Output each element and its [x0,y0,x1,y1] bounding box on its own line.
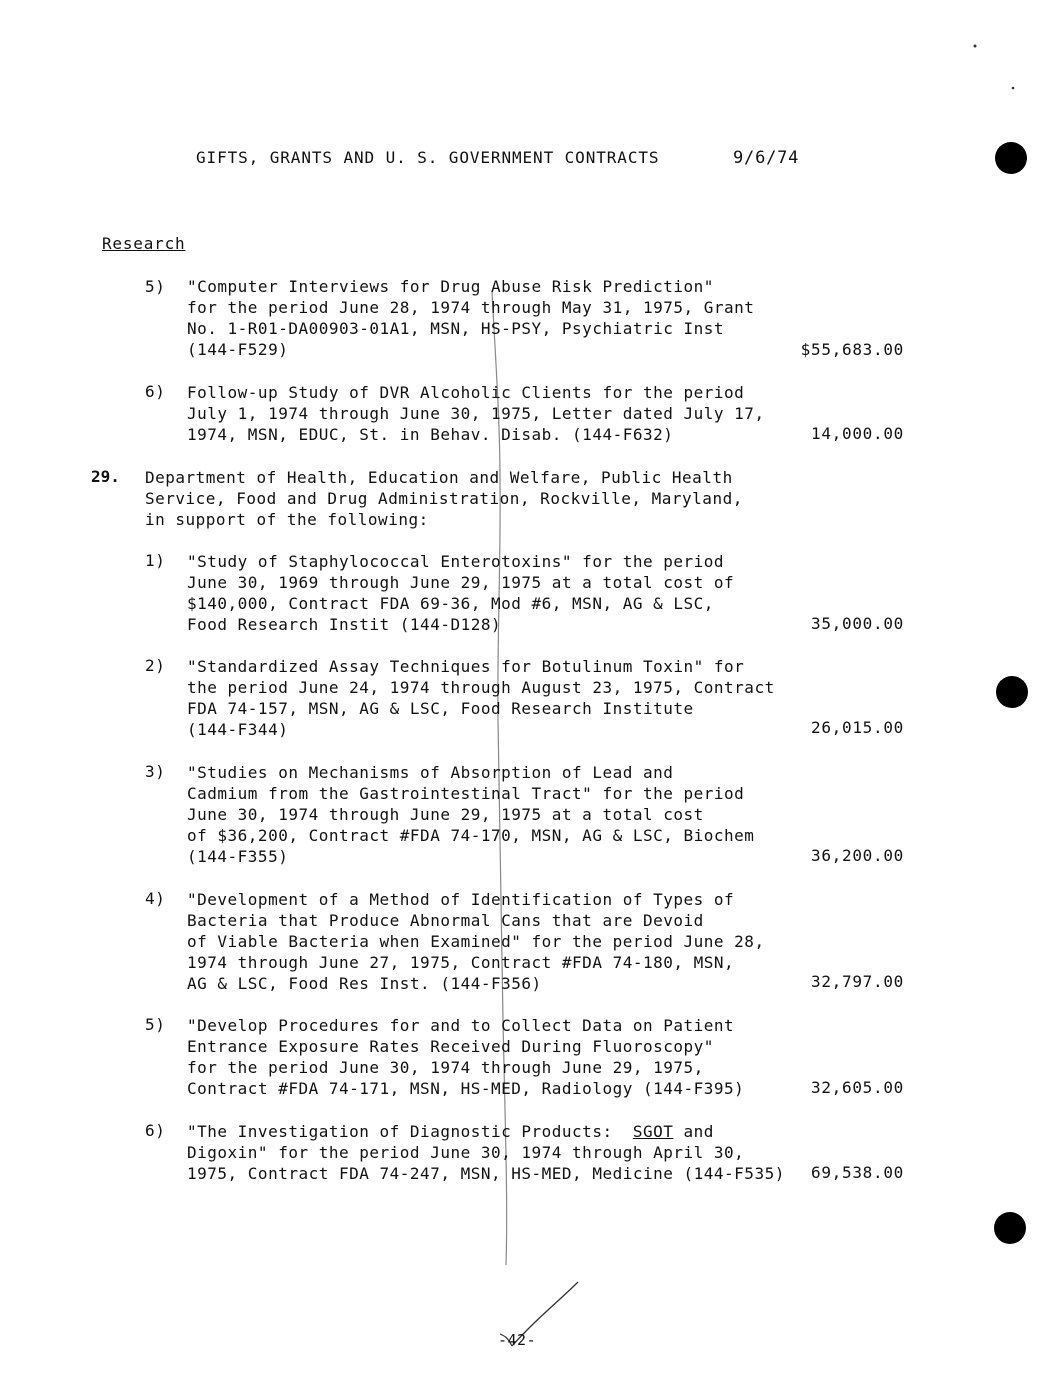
item-line: 1974, MSN, EDUC, St. in Behav. Disab. (144-F632) [187,425,674,444]
item-line: the period June 24, 1974 through August 23, 1975, Contract [187,678,775,697]
item-amount: 32,797.00 [811,972,904,991]
item-number: 4) [145,889,166,908]
item-description [187,889,807,994]
underlined-term: SGOT [632,1122,674,1141]
document-title: GIFTS, GRANTS AND U. S. GOVERNMENT CONTRACTS [196,148,660,167]
item-line: FDA 74-157, MSN, AG & LSC, Food Research Institute [187,699,694,718]
sponsor-number: 29. [91,467,120,486]
item-line: Cadmium from the Gastrointestinal Tract" for the period [187,784,745,803]
sponsor-line: Department of Health, Education and Welfare, Public Health [145,468,733,487]
sponsor-description [145,467,743,530]
document-date: 9/6/74 [733,148,800,168]
item-amount: 26,015.00 [811,718,904,737]
item-line: for the period June 30, 1974 through June 29, 1975, [187,1058,704,1077]
item-line: 1975, Contract FDA 74-247, MSN, HS-MED, Medicine (144-F535) [187,1164,785,1183]
item-line-text: "The Investigation of Diagnostic Products: [187,1122,633,1141]
sponsor-line: Service, Food and Drug Administration, Rockville, Maryland, [145,489,743,508]
item-line: for the period June 28, 1974 through May 31, 1975, Grant [187,298,755,317]
item-line: (144-F344) [187,720,289,739]
item-line: (144-F529) [187,340,289,359]
item-amount: 14,000.00 [811,424,904,443]
item-line: of Viable Bacteria when Examined" for the period June 28, [187,932,765,951]
item-description [187,1121,807,1184]
item-line: AG & LSC, Food Res Inst. (144-F356) [187,974,542,993]
item-amount: $55,683.00 [800,340,904,359]
item-line-text: and [673,1122,714,1141]
item-description [187,551,807,635]
item-description [187,276,807,360]
item-line: $140,000, Contract FDA 69-36, Mod #6, MSN, AG & LSC, [187,594,714,613]
item-number: 2) [145,656,166,675]
item-line: June 30, 1969 through June 29, 1975 at a total cost of [187,573,735,592]
item-line [187,1121,807,1142]
item-line: Entrance Exposure Rates Received During Fluoroscopy" [187,1037,714,1056]
item-number: 3) [145,762,166,781]
item-description [187,1015,807,1099]
item-line: Food Research Instit (144-D128) [187,615,502,634]
item-line: Follow-up Study of DVR Alcoholic Clients for the period [187,383,745,402]
item-amount: 69,538.00 [811,1163,904,1182]
item-line: "Studies on Mechanisms of Absorption of Lead and [187,763,674,782]
item-description [187,656,807,740]
item-number: 5) [145,277,166,296]
item-line: Digoxin" for the period June 30, 1974 through April 30, [187,1143,745,1162]
item-line: June 30, 1974 through June 29, 1975 at a total cost [187,805,704,824]
item-description [187,382,807,445]
item-line: July 1, 1974 through June 30, 1975, Letter dated July 17, [187,404,765,423]
item-line: 1974 through June 27, 1975, Contract #FDA 74-180, MSN, [187,953,735,972]
item-line: of $36,200, Contract #FDA 74-170, MSN, AG & LSC, Biochem [187,826,755,845]
item-line: "Computer Interviews for Drug Abuse Risk Prediction" [187,277,714,296]
item-line: (144-F355) [187,847,289,866]
item-line: Contract #FDA 74-171, MSN, HS-MED, Radiology (144-F395) [187,1079,745,1098]
item-line: "Standardized Assay Techniques for Botulinum Toxin" for [187,657,745,676]
item-line: No. 1-R01-DA00903-01A1, MSN, HS-PSY, Psychiatric Inst [187,319,725,338]
item-amount: 35,000.00 [811,614,904,633]
item-number: 6) [145,1121,166,1140]
item-line: Bacteria that Produce Abnormal Cans that are Devoid [187,911,704,930]
sponsor-line: in support of the following: [145,510,429,529]
page-number: -42- [498,1331,537,1349]
item-line: "Develop Procedures for and to Collect Data on Patient [187,1016,735,1035]
item-amount: 32,605.00 [811,1078,904,1097]
item-line: "Development of a Method of Identification of Types of [187,890,735,909]
item-amount: 36,200.00 [811,846,904,865]
item-number: 1) [145,551,166,570]
section-heading: Research [102,234,186,253]
item-number: 5) [145,1015,166,1034]
item-line: "Study of Staphylococcal Enterotoxins" for the period [187,552,725,571]
item-description [187,762,807,867]
item-number: 6) [145,382,166,401]
